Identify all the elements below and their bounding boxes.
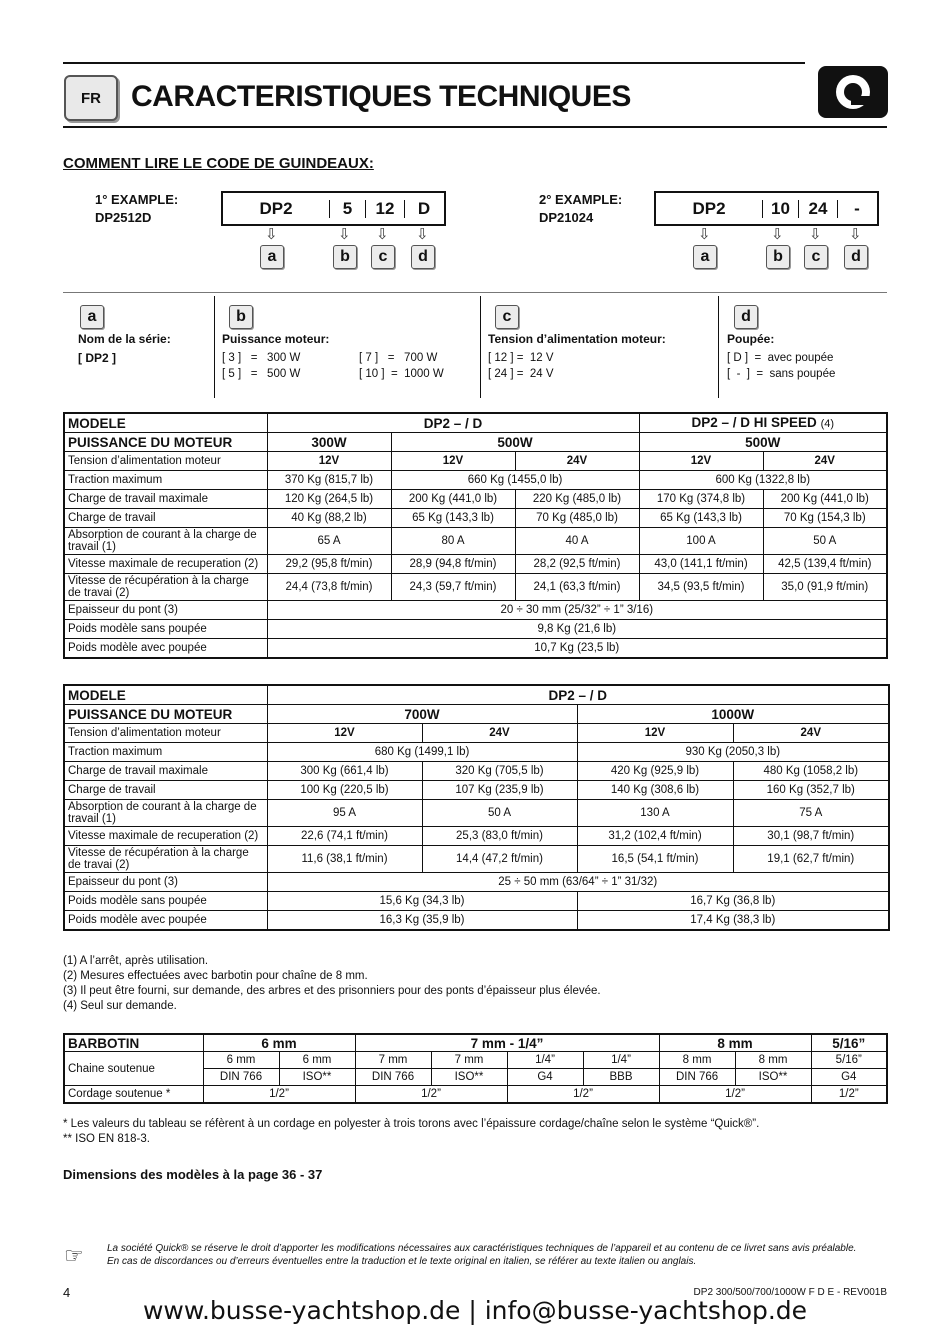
- table-cell: 300 Kg (661,4 lb): [267, 762, 422, 781]
- table-cell: 24,1 (63,3 ft/min): [515, 574, 639, 601]
- table-cell: 25 ÷ 50 mm (63/64” ÷ 1” 31/32): [267, 873, 889, 892]
- table-cell: 7 mm: [431, 1052, 507, 1069]
- example1-code: DP2512D: [95, 210, 152, 225]
- row-label: Charge de travail maximale: [64, 490, 267, 509]
- table-cell: 420 Kg (925,9 lb): [577, 762, 733, 781]
- down-arrow-icon: ⇩: [416, 226, 429, 243]
- table-row: [64, 892, 889, 911]
- spec-table-1: [63, 412, 888, 659]
- row-label: Poids modèle sans poupée: [64, 892, 267, 911]
- table-cell: 6 mm: [279, 1052, 355, 1069]
- down-arrow-icon: ⇩: [265, 226, 278, 243]
- barbotin-label: BARBOTIN: [64, 1034, 203, 1052]
- example1-label: [95, 191, 178, 227]
- table-cell: 107 Kg (235,9 lb): [422, 781, 577, 800]
- table-cell: 11,6 (38,1 ft/min): [267, 846, 422, 873]
- legend-b-col2: [ 7 ] = 700 W [ 10 ] = 1000 W: [359, 352, 444, 380]
- row-label: Epaisseur du pont (3): [64, 601, 267, 620]
- letter-b-box: b: [766, 245, 790, 269]
- table-cell: 100 Kg (220,5 lb): [267, 781, 422, 800]
- barbotin-group: 6 mm: [203, 1034, 355, 1052]
- table-cell: 1/2”: [507, 1086, 659, 1104]
- model-label: MODELE: [64, 685, 267, 705]
- table-cell: 930 Kg (2050,3 lb): [577, 743, 889, 762]
- table-row: [64, 601, 887, 620]
- table-cell: 17,4 Kg (38,3 lb): [577, 911, 889, 931]
- row-label: Vitesse maximale de recuperation (2): [64, 827, 267, 846]
- table-cell: 120 Kg (264,5 lb): [267, 490, 391, 509]
- row-label: Charge de travail: [64, 781, 267, 800]
- table-cell: 43,0 (141,1 ft/min): [639, 555, 763, 574]
- table-cell: 35,0 (91,9 ft/min): [763, 574, 887, 601]
- table-cell: 65 Kg (143,3 lb): [391, 509, 515, 528]
- table-cell: 42,5 (139,4 ft/min): [763, 555, 887, 574]
- table-cell: DIN 766: [203, 1069, 279, 1086]
- footer-website[interactable]: www.busse-yachtshop.de | info@busse-yachtshop.de: [142, 1296, 808, 1325]
- table-row: [64, 827, 889, 846]
- table-row: [64, 685, 889, 705]
- legend-letter-b: b: [229, 305, 253, 329]
- table-cell: 16,3 Kg (35,9 lb): [267, 911, 577, 931]
- example2-code-box: [654, 191, 879, 226]
- table-row: [64, 724, 889, 743]
- row-label: Vitesse de récupération à la charge de travai (2): [64, 846, 267, 873]
- table-cell: 40 A: [515, 528, 639, 555]
- table-row: [64, 873, 889, 892]
- model-hispeed-label: DP2 – / D HI SPEED: [691, 414, 817, 430]
- disclaimer: [107, 1242, 897, 1268]
- legend-letter-d: d: [734, 305, 758, 329]
- table-cell: 16,7 Kg (36,8 lb): [577, 892, 889, 911]
- table-row: [64, 471, 887, 490]
- table-cell: 1/2”: [811, 1086, 887, 1104]
- letter-d-box: d: [411, 245, 435, 269]
- note-line: (4) Seul sur demande.: [63, 1000, 177, 1012]
- table-notes: [63, 954, 601, 1014]
- pointing-hand-icon: ☞: [64, 1243, 84, 1268]
- table-cell: 600 Kg (1322,8 lb): [639, 471, 887, 490]
- down-arrow-icon: ⇩: [771, 226, 784, 243]
- example2-code: DP21024: [539, 210, 594, 225]
- table-cell: 65 Kg (143,3 lb): [639, 509, 763, 528]
- disclaimer-line: En cas de discordances ou d’erreurs éventuelles entre la traduction et le texte original en italien, se référer au texte italien ou anglais.: [107, 1256, 697, 1267]
- voltage-cell: 12V: [639, 452, 763, 471]
- legend-rule: [63, 292, 887, 293]
- table-cell: 34,5 (93,5 ft/min): [639, 574, 763, 601]
- letter-a-box: a: [260, 245, 284, 269]
- table-row: [64, 1034, 887, 1052]
- voltage-cell: 24V: [763, 452, 887, 471]
- row-label: Traction maximum: [64, 471, 267, 490]
- table-cell: 65 A: [267, 528, 391, 555]
- chain-label: Chaine soutenue: [64, 1052, 203, 1086]
- example1-code-box: [221, 191, 446, 226]
- table-cell: G4: [811, 1069, 887, 1086]
- table-row: [64, 574, 887, 601]
- table-cell: 1/2”: [659, 1086, 811, 1104]
- table-cell: 140 Kg (308,6 lb): [577, 781, 733, 800]
- table-row: [64, 639, 887, 659]
- table-cell: 14,4 (47,2 ft/min): [422, 846, 577, 873]
- model-dp2-hispeed: [639, 413, 887, 433]
- table-row: [64, 800, 889, 827]
- table-cell: 480 Kg (1058,2 lb): [733, 762, 889, 781]
- table-cell: 200 Kg (441,0 lb): [763, 490, 887, 509]
- code-part-a: DP2: [259, 198, 293, 218]
- table-cell: 70 Kg (485,0 lb): [515, 509, 639, 528]
- legend-c-text: [ 12 ] = 12 V [ 24 ] = 24 V: [488, 352, 554, 380]
- voltage-cell: 24V: [422, 724, 577, 743]
- power-label: PUISSANCE DU MOTEUR: [64, 705, 267, 724]
- table-row: [64, 911, 889, 931]
- table-cell: 200 Kg (441,0 lb): [391, 490, 515, 509]
- power-label: PUISSANCE DU MOTEUR: [64, 433, 267, 452]
- table-cell: 320 Kg (705,5 lb): [422, 762, 577, 781]
- page-number: 4: [63, 1285, 71, 1300]
- table-cell: 8 mm: [735, 1052, 811, 1069]
- table-cell: 28,2 (92,5 ft/min): [515, 555, 639, 574]
- table-cell: 75 A: [733, 800, 889, 827]
- table-row: [64, 555, 887, 574]
- power-cell: 700W: [267, 705, 577, 724]
- rope-label: Cordage soutenue *: [64, 1086, 203, 1104]
- table-cell: 50 A: [422, 800, 577, 827]
- legend-b-col1: [ 3 ] = 300 W [ 5 ] = 500 W: [222, 352, 301, 380]
- table-row: [64, 528, 887, 555]
- table-cell: 660 Kg (1455,0 lb): [391, 471, 639, 490]
- table-cell: 19,1 (62,7 ft/min): [733, 846, 889, 873]
- code-part-a: DP2: [692, 198, 726, 218]
- table-cell: 70 Kg (154,3 lb): [763, 509, 887, 528]
- down-arrow-icon: ⇩: [338, 226, 351, 243]
- table-row: [64, 1086, 887, 1104]
- table-cell: ISO**: [279, 1069, 355, 1086]
- voltage-cell: 12V: [391, 452, 515, 471]
- table-row: [64, 620, 887, 639]
- table-cell: DIN 766: [659, 1069, 735, 1086]
- note-line: (3) Il peut être fourni, sur demande, des arbres et des prisonniers pour des ponts d’épaisseur plus élevée.: [63, 985, 601, 997]
- table-cell: 28,9 (94,8 ft/min): [391, 555, 515, 574]
- voltage-cell: 24V: [733, 724, 889, 743]
- table-cell: 31,2 (102,4 ft/min): [577, 827, 733, 846]
- footnote-line: * Les valeurs du tableau se réfèrent à un cordage en polyester à trois torons avec l’épaissure cordage/chaîne selon le système “Quick®”.: [63, 1118, 760, 1130]
- down-arrow-icon: ⇩: [809, 226, 822, 243]
- barbotin-group: 8 mm: [659, 1034, 811, 1052]
- table-row: [64, 413, 887, 433]
- down-arrow-icon: ⇩: [849, 226, 862, 243]
- table-cell: G4: [507, 1069, 583, 1086]
- table-cell: 100 A: [639, 528, 763, 555]
- table-cell: 5/16”: [811, 1052, 887, 1069]
- table-cell: 8 mm: [659, 1052, 735, 1069]
- down-arrow-icon: ⇩: [698, 226, 711, 243]
- code-part-d: -: [854, 198, 860, 218]
- legend-a-text: [ DP2 ]: [78, 351, 117, 365]
- table-cell: 130 A: [577, 800, 733, 827]
- code-part-b: 5: [342, 198, 353, 218]
- table-cell: 9,8 Kg (21,6 lb): [267, 620, 887, 639]
- letter-a-box: a: [693, 245, 717, 269]
- table-row: [64, 743, 889, 762]
- legend-d-text: [ D ] = avec poupée [ - ] = sans poupée: [727, 352, 836, 380]
- table-cell: ISO**: [735, 1069, 811, 1086]
- table-row: [64, 490, 887, 509]
- legend-divider: [214, 296, 215, 398]
- row-label: Poids modèle avec poupée: [64, 639, 267, 659]
- footnotes: [63, 1117, 759, 1147]
- power-cell: 1000W: [577, 705, 889, 724]
- table-cell: 16,5 (54,1 ft/min): [577, 846, 733, 873]
- table-cell: 370 Kg (815,7 lb): [267, 471, 391, 490]
- table-row: [64, 509, 887, 528]
- legend-divider: [718, 296, 719, 398]
- example2-title: 2° EXAMPLE:: [539, 192, 623, 207]
- row-label: Vitesse de récupération à la charge de travai (2): [64, 574, 267, 601]
- page-title: CARACTERISTIQUES TECHNIQUES: [131, 80, 631, 113]
- note-line: (2) Mesures effectuées avec barbotin pour chaîne de 8 mm.: [63, 970, 368, 982]
- letter-b-box: b: [333, 245, 357, 269]
- power-cell: 300W: [267, 433, 391, 452]
- example2-label: [539, 191, 622, 227]
- letter-c-box: c: [804, 245, 828, 269]
- table-cell: DIN 766: [355, 1069, 431, 1086]
- letter-d-box: d: [844, 245, 868, 269]
- table-cell: 1/4”: [507, 1052, 583, 1069]
- table-cell: 24,4 (73,8 ft/min): [267, 574, 391, 601]
- code-part-c: 24: [808, 198, 828, 218]
- voltage-cell: 12V: [267, 724, 422, 743]
- row-label: Charge de travail maximale: [64, 762, 267, 781]
- row-label: Traction maximum: [64, 743, 267, 762]
- table-cell: 95 A: [267, 800, 422, 827]
- legend-letter-a: a: [80, 305, 104, 329]
- table-row: [64, 1052, 887, 1069]
- table-cell: 25,3 (83,0 ft/min): [422, 827, 577, 846]
- table-row: [64, 781, 889, 800]
- spec-table-2: [63, 684, 890, 931]
- barbotin-group: 5/16”: [811, 1034, 887, 1052]
- table-cell: 220 Kg (485,0 lb): [515, 490, 639, 509]
- legend-a-title: Nom de la série:: [78, 332, 171, 346]
- example1-title: 1° EXAMPLE:: [95, 192, 179, 207]
- voltage-cell: 12V: [577, 724, 733, 743]
- power-cell: 500W: [391, 433, 639, 452]
- table-cell: 170 Kg (374,8 lb): [639, 490, 763, 509]
- down-arrow-icon: ⇩: [376, 226, 389, 243]
- howto-subtitle: COMMENT LIRE LE CODE DE GUINDEAUX:: [63, 155, 374, 172]
- table-cell: ISO**: [431, 1069, 507, 1086]
- voltage-cell: 24V: [515, 452, 639, 471]
- quick-logo-icon: [818, 66, 888, 118]
- table-row: [64, 433, 887, 452]
- barbotin-group: 7 mm - 1/4”: [355, 1034, 659, 1052]
- voltage-label: Tension d’alimentation moteur: [64, 724, 267, 743]
- table-cell: 29,2 (95,8 ft/min): [267, 555, 391, 574]
- legend-divider: [480, 296, 481, 398]
- table-row: [64, 705, 889, 724]
- table-cell: 20 ÷ 30 mm (25/32” ÷ 1” 3/16): [267, 601, 887, 620]
- row-label: Charge de travail: [64, 509, 267, 528]
- table-row: [64, 846, 889, 873]
- disclaimer-line: La société Quick® se réserve le droit d’apporter les modifications nécessaires aux caractéristiques techniques de l’appareil et au contenu de ce livret sans avis préalable.: [107, 1243, 857, 1254]
- table-row: [64, 762, 889, 781]
- language-badge: FR: [64, 75, 118, 121]
- dimensions-reference: Dimensions des modèles à la page 36 - 37: [63, 1167, 323, 1182]
- table-cell: 40 Kg (88,2 lb): [267, 509, 391, 528]
- legend-c-title: Tension d’alimentation moteur:: [488, 332, 666, 346]
- header-bottom-rule: [63, 126, 887, 128]
- table-cell: 7 mm: [355, 1052, 431, 1069]
- model-dp2: DP2 – / D: [267, 685, 889, 705]
- note-line: (1) A l’arrêt, après utilisation.: [63, 955, 209, 967]
- footnote-line: ** ISO EN 818-3.: [63, 1133, 150, 1145]
- row-label: Poids modèle avec poupée: [64, 911, 267, 931]
- table-cell: 1/2”: [355, 1086, 507, 1104]
- letter-c-box: c: [371, 245, 395, 269]
- table-cell: 680 Kg (1499,1 lb): [267, 743, 577, 762]
- voltage-cell: 12V: [267, 452, 391, 471]
- table-cell: 1/4”: [583, 1052, 659, 1069]
- model-hispeed-note: (4): [820, 417, 835, 430]
- table-row: [64, 452, 887, 471]
- code-part-d: D: [417, 198, 431, 218]
- row-label: Absorption de courant à la charge de travail (1): [64, 800, 267, 827]
- model-dp2: DP2 – / D: [267, 413, 639, 433]
- table-cell: 6 mm: [203, 1052, 279, 1069]
- row-label: Poids modèle sans poupée: [64, 620, 267, 639]
- table-cell: 10,7 Kg (23,5 lb): [267, 639, 887, 659]
- table-cell: 22,6 (74,1 ft/min): [267, 827, 422, 846]
- table-cell: 30,1 (98,7 ft/min): [733, 827, 889, 846]
- header-top-rule: [63, 62, 805, 64]
- model-label: MODELE: [64, 413, 267, 433]
- voltage-label: Tension d’alimentation moteur: [64, 452, 267, 471]
- legend-d-title: Poupée:: [727, 332, 775, 346]
- table-cell: 50 A: [763, 528, 887, 555]
- table-cell: 1/2”: [203, 1086, 355, 1104]
- document-reference: DP2 300/500/700/1000W F D E - REV001B: [693, 1287, 887, 1298]
- row-label: Absorption de courant à la charge de travail (1): [64, 528, 267, 555]
- table-cell: BBB: [583, 1069, 659, 1086]
- row-label: Vitesse maximale de recuperation (2): [64, 555, 267, 574]
- code-part-b: 10: [771, 198, 790, 218]
- code-part-c: 12: [375, 198, 395, 218]
- legend-b-title: Puissance moteur:: [222, 332, 330, 346]
- power-cell: 500W: [639, 433, 887, 452]
- table-cell: 24,3 (59,7 ft/min): [391, 574, 515, 601]
- table-cell: 15,6 Kg (34,3 lb): [267, 892, 577, 911]
- barbotin-table: [63, 1033, 888, 1104]
- table-cell: 160 Kg (352,7 lb): [733, 781, 889, 800]
- table-cell: 80 A: [391, 528, 515, 555]
- legend-letter-c: c: [495, 305, 519, 329]
- row-label: Epaisseur du pont (3): [64, 873, 267, 892]
